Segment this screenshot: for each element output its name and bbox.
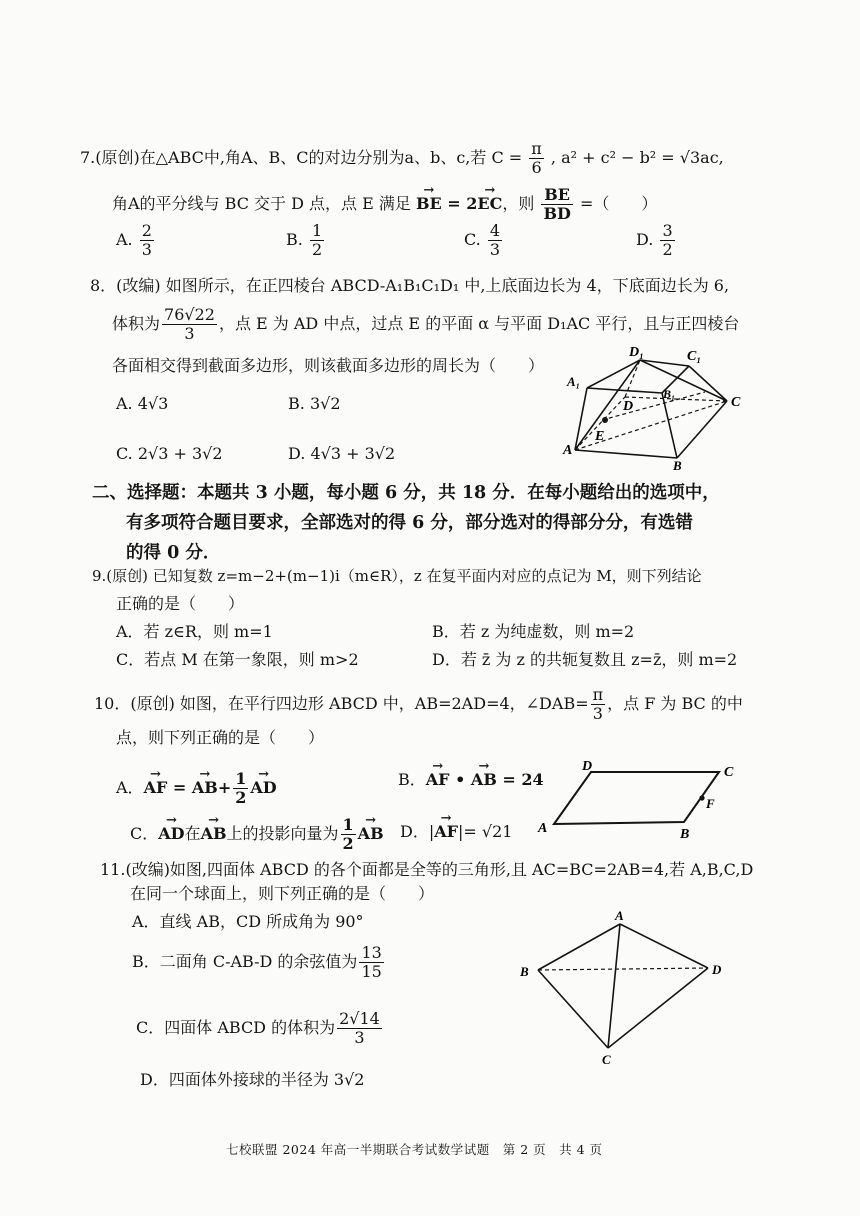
q11-tetrahedron-figure: [516, 906, 730, 1068]
q8-choice-b: B. 3√2: [288, 394, 341, 413]
q9-choice-d: D．若 z̄ 为 z 的共轭复数且 z=z̄，则 m=2: [432, 650, 738, 669]
q9-choice-a: A．若 z∈R，则 m=1: [116, 622, 273, 641]
label-b1: B₁: [663, 387, 676, 401]
q7-choice-a: A. $\frac{2}{3}$: [116, 221, 152, 259]
q7-choice-b: B. $\frac{1}{2}$: [286, 221, 323, 259]
q8-choice-a: A. 4√3: [116, 394, 169, 413]
q7-choice-c: C. $\frac{4}{3}$: [464, 221, 501, 259]
q9-choice-c: C．若点 M 在第一象限，则 m>2: [116, 650, 359, 669]
label-d: D: [623, 399, 634, 414]
parallelogram-abcd: [554, 772, 719, 824]
q7-choice-d: D. $\frac{3}{2}$: [636, 221, 673, 259]
q8-choice-d: D. 4√3 + 3√2: [288, 444, 396, 463]
q10-parallelogram-figure: [536, 756, 736, 840]
label-f: F: [706, 796, 715, 811]
section2-line1: 二、选择题：本题共 3 小题，每小题 6 分，共 18 分．在每小题给出的选项中，: [92, 483, 720, 503]
edge-b1-a1: [587, 388, 662, 393]
label-a: A: [538, 821, 548, 836]
edge-b-d-hidden: [538, 968, 708, 970]
edge-a-b: [575, 450, 677, 458]
q8-line1: 8．(改编) 如图所示，在正四棱台 ABCD-A₁B₁C₁D₁ 中,上底面边长为 4，下底面边长为 6,: [90, 276, 730, 295]
label-c1: C₁: [687, 349, 702, 364]
label-b: B: [520, 964, 529, 979]
label-c: C: [724, 765, 734, 780]
label-b: B: [673, 458, 682, 473]
q10-choice-d: D．|→ AF|= √21: [400, 822, 512, 842]
q11-choice-c: C．四面体 ABCD 的体积为 $\frac{2√14}{3}$: [136, 1009, 380, 1047]
q10-choice-a: A．→ AF = → AB+ $\frac{1}{2}$ → AD: [116, 770, 277, 807]
q8-line2: 体积为 $\frac{76√22}{3}$ ，点 E 为 AD 中点，过点 E 的平面 α 与平面 D₁AC 平行，且与正四棱台: [112, 305, 740, 343]
point-e-dot: [602, 417, 608, 423]
q11-line1: 11.(改编)如图,四面体 ABCD 的各个面都是全等的三角形,且 AC=BC=2AB=4,若 A,B,C,D: [100, 860, 754, 879]
q7-line2: 角A的平分线与 BC 交于 D 点，点 E 满足 → BE = 2→ EC，则 $\frac{BE}{BD}$ =（ ）: [112, 186, 657, 223]
edge-d-c-hidden: [625, 397, 727, 401]
edge-a-d: [620, 924, 708, 968]
q10-line2: 点，则下列正确的是（ ）: [116, 728, 325, 747]
q8-line3: 各面相交得到截面多边形，则该截面多边形的周长为（ ）: [112, 356, 545, 375]
q11-choice-d: D．四面体外接球的半径为 3√2: [140, 1070, 365, 1089]
label-b: B: [680, 827, 690, 840]
section2-line3: 的得 0 分．: [126, 543, 221, 563]
q11-choice-a: A．直线 AB，CD 所成角为 90°: [132, 912, 364, 931]
q10-choice-c: C．→ AD在→ AB上的投影向量为 $\frac{1}{2}$ → AB: [130, 816, 384, 853]
q9-line2: 正确的是（ ）: [116, 594, 245, 613]
section2-line2: 有多项符合题目要求，全部选对的得 6 分，部分选对的得部分分，有选错: [126, 513, 693, 533]
q7-line1: 7.(原创)在△ABC中,角A、B、C的对边分别为a、b、c,若 C = $\frac{\pi}{6}$ , a² + c² − b² = √3ac,: [80, 139, 724, 177]
q9-line1: 9.(原创) 已知复数 z=m−2+(m−1)i（m∈R），z 在复平面内对应的点记为 M，则下列结论: [92, 567, 702, 585]
label-c: C: [602, 1052, 611, 1067]
point-f-dot: [699, 795, 704, 800]
q8-frustum-figure: [555, 340, 755, 475]
edge-b-c: [538, 970, 608, 1048]
edge-d-c: [608, 968, 708, 1048]
label-d: D: [582, 759, 593, 774]
q11-line2: 在同一个球面上，则下列正确的是（ ）: [130, 884, 435, 903]
q10-choice-b: B．→ AF • → AB = 24: [398, 770, 544, 790]
edge-a-c: [608, 924, 620, 1048]
edge-a-b: [538, 924, 620, 970]
q10-line1: 10．(原创) 如图，在平行四边形 ABCD 中，AB=2AD=4，∠DAB= $\frac{\pi}{3}$ ，点 F 为 BC 的中: [94, 685, 743, 723]
edge-a1-d1: [587, 360, 640, 388]
label-d1: D₁: [629, 345, 644, 360]
q11-choice-b: B．二面角 C-AB-D 的余弦值为 $\frac{13}{15}$: [132, 943, 382, 981]
q9-choice-b: B．若 z 为纯虚数，则 m=2: [432, 622, 635, 641]
edge-c-c1: [689, 366, 727, 401]
edge-d1-c: [640, 360, 727, 401]
label-d: D: [712, 962, 722, 977]
q8-choice-c: C. 2√3 + 3√2: [116, 444, 223, 463]
label-a: A: [563, 443, 573, 458]
label-a: A: [615, 908, 624, 923]
section-line-hidden: [602, 392, 705, 420]
label-c: C: [731, 395, 741, 410]
label-e: E: [595, 429, 605, 444]
page-footer: 七校联盟 2024 年高一半期联合考试数学试题 第 2 页 共 4 页: [226, 1142, 603, 1157]
label-a1: A₁: [567, 374, 581, 389]
